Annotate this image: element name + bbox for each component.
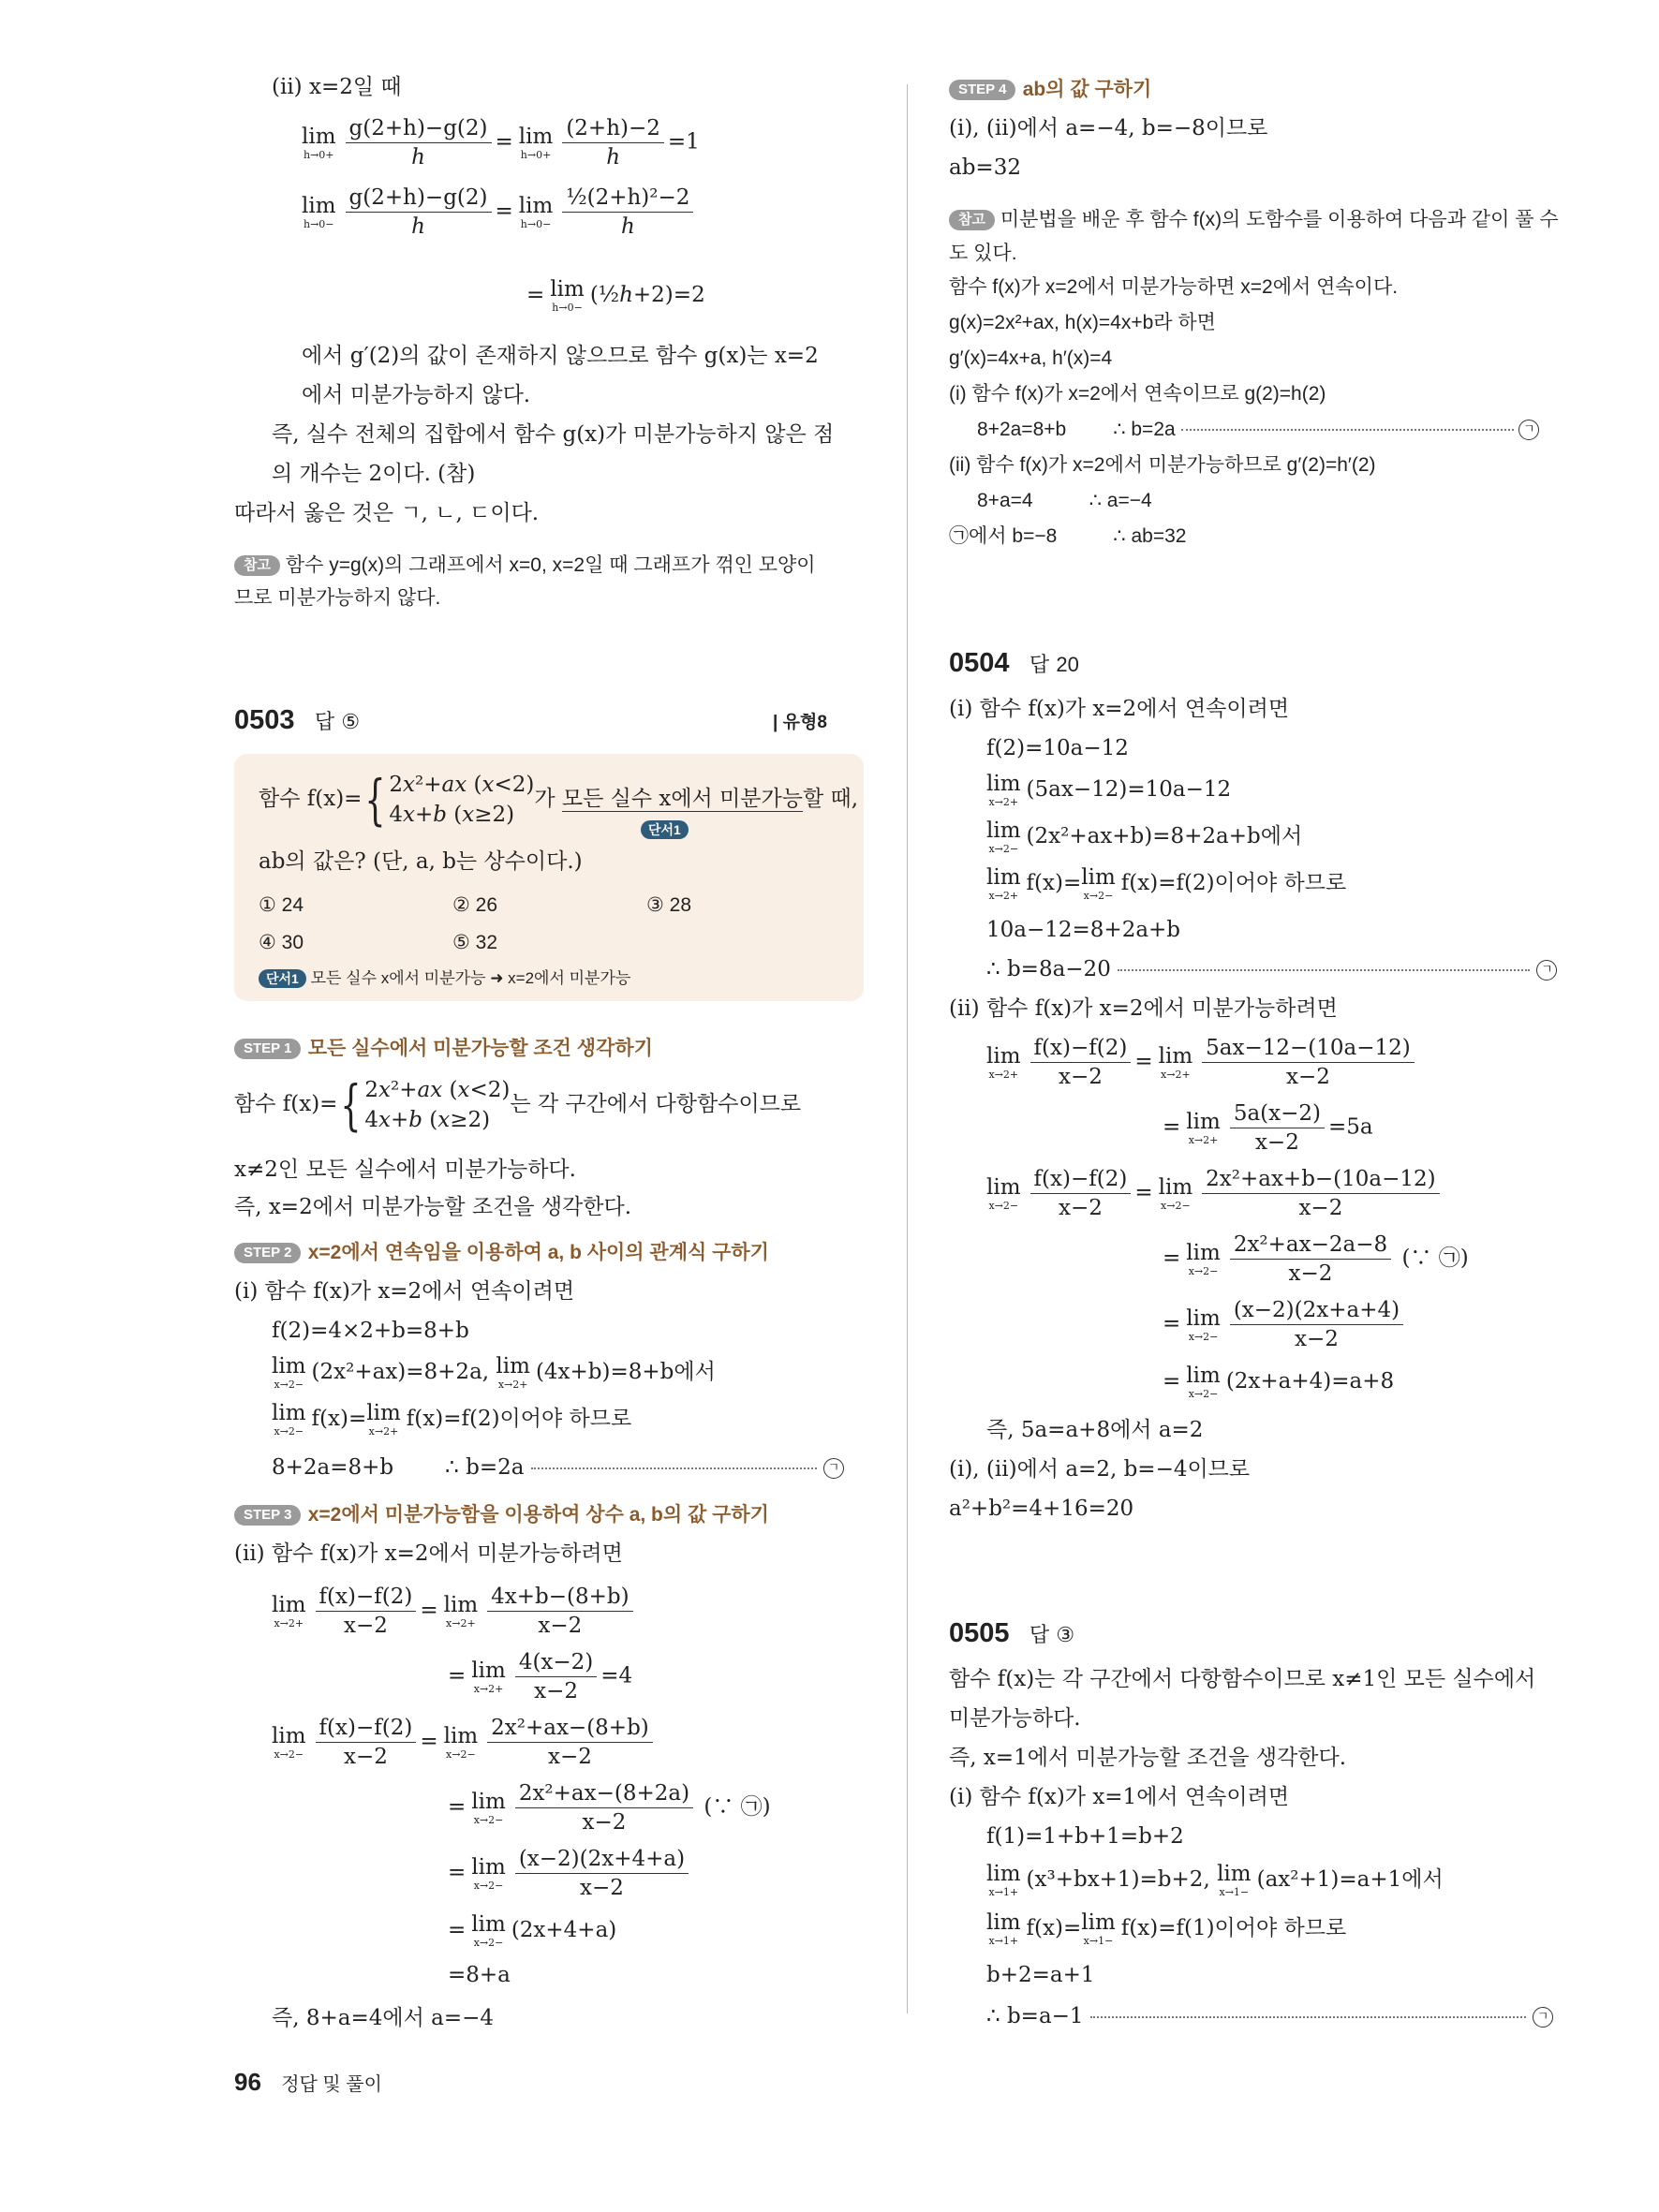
hint-tag: 단서1 [259,969,306,988]
q0504-line-12: 즉, 5a=a+8에서 a=2 [986,1418,1204,1442]
q0504-derivative-left-3: = lim x→2− $\frac{(x-2)(2x+a+4)}{x-2}$ [1163,1298,1407,1351]
step3-badge: STEP 3 [234,1505,301,1526]
step3-line-1: (ii) 함수 f(x)가 x=2에서 미분가능하려면 [234,1541,623,1566]
q0504-line-14: a²+b²=4+16=20 [949,1497,1134,1521]
q0505-line-7a: f(x)= [1026,1916,1082,1940]
question-number-0504: 0504 [949,648,1010,678]
problem-statement [259,770,858,830]
column-divider [907,84,908,2013]
right-note-5: g′(x)=4x+a, h′(x)=4 [949,347,1113,369]
dotted-leader-4 [1090,2016,1526,2018]
step1-badge: STEP 1 [234,1039,301,1059]
q0504-line-5b: f(x)=f(2)이어야 하므로 [1120,871,1347,895]
q0504-derivative-left-2: = lim x→2− $\frac{\text{2x²+ax−2a−8}}{x-2}$ (∵ ㉠) [1163,1232,1469,1286]
step3-header [234,1500,769,1529]
q0504-reference-note: (∵ ㉠) [1401,1246,1469,1271]
note-badge: 참고 [234,555,280,576]
q0505-line-6a: (x³+bx+1)=b+2, [1026,1867,1210,1892]
circled-label-icon-3: ㄱ [1536,960,1557,981]
q0505-line-9 [986,2002,1553,2030]
problem-text-b: 가 [534,787,555,811]
step4-header [949,75,1151,104]
step3-result: =8+a [448,1963,511,1987]
text-line-1: 에서 g′(2)의 값이 존재하지 않으므로 함수 g(x)는 x=2 [302,344,819,368]
right-note-1 [949,206,1559,234]
piecewise-cases-2: 2x²+ax (x<2) 4x+b (x≥2) [364,1078,511,1132]
question-0503-header [234,703,360,739]
piecewise-cases: 2x²+ax (x<2) 4x+b (x≥2) [389,773,535,827]
q0504-derivative-right-1: lim x→2+ $\frac{f(x)-f(2)}{x-2}$ = lim x→2+ $\frac{5ax-12-(10a-12)}{x-2}$ [986,1036,1418,1089]
step1-line-3: 즉, x=2에서 미분가능할 조건을 생각한다. [234,1195,632,1219]
limit-tail: (2x+4+a) [511,1918,617,1942]
limit-expression-2: lim h→0− $\frac{g(2+h)-g(2)}{h}$ = lim h→0− $\frac{\text{½(2+h)²−2}}{h}$ [302,185,697,239]
dotted-leader [531,1467,817,1469]
reference-note: (∵ ㉠) [704,1794,771,1820]
right-note-6: (i) 함수 f(x)가 x=2에서 연속이므로 g(2)=h(2) [949,383,1326,405]
right-note-7b: ∴ b=2a [1113,419,1176,440]
right-note-9a: 8+a=4 [977,490,1033,511]
q0505-line-3: 즉, x=1에서 미분가능할 조건을 생각한다. [949,1746,1347,1770]
answer-label-0505: 답 [1029,1623,1050,1646]
step2-line-4a: f(x)= [311,1407,367,1431]
q0504-line-3-text: (5ax−12)=10a−12 [1026,777,1232,802]
text-line-4: 의 개수는 2이다. (참) [272,462,476,486]
dotted-leader-3 [1118,969,1530,971]
right-note-badge: 참고 [949,210,995,230]
q0505-line-6: lim x→1+ (x³+bx+1)=b+2, lim x→1− (ax²+1)=a+1에서 [986,1862,1444,1898]
step2-line-1: (i) 함수 f(x)가 x=2에서 연속이려면 [234,1279,575,1304]
problem-type: 유형8 [782,713,827,732]
question-number: 0503 [234,705,295,735]
answer-value-0505: ③ [1056,1623,1075,1646]
problem-type-label: | 유형8 [773,713,827,732]
right-derivative-result: =4 [600,1663,633,1688]
q0504-line-3: lim x→2+ (5ax−12)=10a−12 [986,772,1232,808]
answer-value-0504: 20 [1056,653,1079,676]
step1-text-a: 함수 f(x)= [234,1092,338,1116]
step2-line-3a: (2x²+ax)=8+2a, [311,1360,490,1384]
dotted-leader-2 [1181,429,1514,431]
answer-label: 답 [314,710,335,733]
q0504-line-7-text: ∴ b=8a−20 [986,957,1111,981]
q0505-line-5: f(1)=1+b+1=b+2 [986,1824,1184,1849]
cases-brace-2: { [340,1073,362,1137]
step1-header [234,1034,653,1063]
problem-text-c: 할 때, [802,787,859,811]
question-0505-header [949,1616,1074,1652]
q0504-derivative-left-1: lim x→2− $\frac{f(x)-f(2)}{x-2}$ = lim x→2− $\frac{\text{2x²+ax+b−(10a−12)}}{x-2}$ [986,1167,1444,1220]
q0504-line-4-text: (2x²+ax+b)=8+2a+b에서 [1026,824,1303,848]
q0504-line-4: lim x→2− (2x²+ax+b)=8+2a+b에서 [986,818,1303,855]
problem-underlined-condition: 모든 실수 x에서 미분가능 [561,787,803,811]
note-text-1: 함수 y=g(x)의 그래프에서 x=0, x=2일 때 그래프가 꺾인 모양이 [285,554,816,576]
limit-expression-1: lim h→0+ $\frac{g(2+h)-g(2)}{h}$ = lim h→0+ $\frac{(2+h)-2}{h}$ =1 [302,116,700,170]
step4-line-2: ab=32 [949,155,1021,180]
step4-badge: STEP 4 [949,80,1015,100]
case2-title: (ii) x=2일 때 [272,75,402,99]
q0505-line-1: 함수 f(x)는 각 구간에서 다항함수이므로 x≠1인 모든 실수에서 [949,1667,1536,1691]
right-note-10b: ∴ ab=32 [1113,525,1187,547]
step3-last: 즉, 8+a=4에서 a=−4 [272,2006,494,2030]
page-footer [234,2066,382,2101]
right-note-10a: ㉠에서 b=−8 [949,525,1058,547]
q0504-line-5: lim x→2+ f(x)= lim x→2− f(x)=f(2)이어야 하므로 [986,865,1347,902]
note-line-1 [234,552,816,580]
q0504-line-2: f(2)=10a−12 [986,736,1129,760]
step1-text-b: 는 각 구간에서 다항함수이므로 [510,1092,802,1116]
step2-line-5a: 8+2a=8+b [272,1455,394,1480]
text-line-3: 즉, 실수 전체의 집합에서 함수 g(x)가 미분가능하지 않은 점 [272,422,835,447]
step2-badge: STEP 2 [234,1243,301,1263]
step2-title: x=2에서 연속임을 이용하여 a, b 사이의 관계식 구하기 [307,1242,769,1263]
problem-text-a: 함수 f(x)= [259,787,363,811]
limit-expression-3: = lim h→0− (½h+2)=2 [526,277,705,314]
step3-derivative-left-2: = lim x→2− $\frac{\text{2x²+ax−(8+2a)}}{x-2}$ (∵ ㉠) [448,1781,771,1835]
note-line-2: 므로 미분가능하지 않다. [234,587,441,609]
step4-line-1: (i), (ii)에서 a=−4, b=−8이므로 [949,116,1268,140]
step4-title: ab의 값 구하기 [1022,79,1152,100]
q0504-line-6: 10a−12=8+2a+b [986,918,1181,942]
q0504-right-result: =5a [1327,1114,1373,1140]
hint-line [259,965,630,993]
choice-5[interactable]: ⑤ 32 [452,932,498,953]
right-note-7a: 8+2a=8+b [977,419,1067,440]
answer-value: ⑤ [341,710,361,733]
step3-derivative-left-3: = lim x→2− $\frac{(x-2)(2x+4+a)}{x-2}$ [448,1847,692,1900]
step1-title: 모든 실수에서 미분가능할 조건 생각하기 [307,1038,653,1059]
q0505-line-7: lim x→1+ f(x)= lim x→1− f(x)=f(1)이어야 하므로 [986,1910,1347,1947]
choice-3[interactable]: ③ 28 [646,894,692,916]
right-note-2: 도 있다. [949,243,1017,264]
q0504-derivative-right-2: = lim x→2+ $\frac{5a(x-2)}{x-2}$ =5a [1163,1101,1373,1155]
step2-line-5 [272,1453,844,1482]
question-number-0505: 0505 [949,1618,1010,1648]
page-number: 96 [234,2068,261,2096]
right-note-7 [977,416,1539,444]
step2-line-2: f(2)=4×2+b=8+b [272,1319,469,1343]
step3-derivative-left-4: = lim x→2− (2x+4+a) [448,1912,617,1949]
choice-4[interactable]: ④ 30 [259,932,304,953]
circled-label-icon-4: ㄱ [1533,2007,1553,2028]
step1-line-2: x≠2인 모든 실수에서 미분가능하다. [234,1158,576,1182]
step2-line-4b: f(x)=f(2)이어야 하므로 [406,1407,632,1431]
q0504-line-13: (i), (ii)에서 a=2, b=−4이므로 [949,1457,1251,1482]
q0505-line-9-text: ∴ b=a−1 [986,2004,1084,2028]
choice-2[interactable]: ② 26 [452,894,498,916]
q0504-line-8: (ii) 함수 f(x)가 x=2에서 미분가능하려면 [949,996,1338,1021]
circled-label-icon: ㄱ [823,1458,844,1479]
text-line-5: 따라서 옳은 것은 ㄱ, ㄴ, ㄷ이다. [234,501,540,525]
step3-derivative-right-1: lim x→2+ $\frac{f(x)-f(2)}{x-2}$ = lim x→2+ $\frac{4x+b-(8+b)}{x-2}$ [272,1585,637,1638]
step2-line-3: lim x→2− (2x²+ax)=8+2a, lim x→2+ (4x+b)=8+b에서 [272,1354,716,1391]
cases-brace: { [364,768,386,832]
step3-title: x=2에서 미분가능함을 이용하여 상수 a, b의 값 구하기 [307,1504,769,1526]
right-note-3: 함수 f(x)가 x=2에서 미분가능하면 x=2에서 연속이다. [949,276,1399,298]
right-note-10 [949,523,1186,551]
page-label: 정답 및 풀이 [281,2074,382,2095]
right-note-9b: ∴ a=−4 [1089,490,1152,511]
step1-line-1 [234,1075,801,1135]
q0505-line-6b: (ax²+1)=a+1에서 [1256,1867,1444,1892]
step3-derivative-left-1: lim x→2− $\frac{f(x)-f(2)}{x-2}$ = lim x→2− $\frac{\text{2x²+ax−(8+b)}}{x-2}$ [272,1716,657,1769]
step2-line-5b: ∴ b=2a [445,1455,525,1480]
problem-question: ab의 값은? (단, a, b는 상수이다.) [259,849,583,874]
right-note-text-1: 미분법을 배운 후 함수 f(x)의 도함수를 이용하여 다음과 같이 풀 수 [1000,209,1559,230]
q0505-line-7b: f(x)=f(1)이어야 하므로 [1120,1916,1347,1940]
q0504-limit-tail: (2x+a+4)=a+8 [1225,1369,1395,1394]
choice-1[interactable]: ① 24 [259,894,304,916]
question-0504-header [949,646,1079,682]
right-note-9 [977,487,1152,515]
right-note-4: g(x)=2x²+ax, h(x)=4x+b라 하면 [949,312,1216,333]
q0504-line-1: (i) 함수 f(x)가 x=2에서 연속이려면 [949,697,1290,721]
q0505-line-4: (i) 함수 f(x)가 x=1에서 연속이려면 [949,1785,1290,1809]
step2-line-3b: (4x+b)=8+b에서 [535,1360,716,1384]
q0505-line-2: 미분가능하다. [949,1706,1081,1731]
step2-line-4: lim x→2− f(x)= lim x→2+ f(x)=f(2)이어야 하므로 [272,1401,632,1438]
q0504-derivative-left-4: = lim x→2− (2x+a+4)=a+8 [1163,1364,1395,1400]
text-line-2: 에서 미분가능하지 않다. [302,383,531,407]
circled-label-icon-2: ㄱ [1518,420,1539,440]
q0504-line-5a: f(x)= [1026,871,1082,895]
step3-derivative-right-2: = lim x→2+ $\frac{4(x-2)}{x-2}$ =4 [448,1650,633,1703]
hint-text: 모든 실수 x에서 미분가능 ➜ x=2에서 미분가능 [310,969,631,987]
problem-tag [641,818,689,839]
limit-3-result: =2 [673,283,705,307]
limit-1-result: =1 [667,129,700,155]
step2-header [234,1238,769,1267]
right-note-8: (ii) 함수 f(x)가 x=2에서 미분가능하므로 g′(2)=h′(2) [949,454,1376,476]
answer-label-0504: 답 [1029,653,1050,676]
q0505-line-8: b+2=a+1 [986,1963,1095,1987]
q0504-line-7 [986,955,1557,983]
clue-tag: 단서1 [641,820,689,839]
